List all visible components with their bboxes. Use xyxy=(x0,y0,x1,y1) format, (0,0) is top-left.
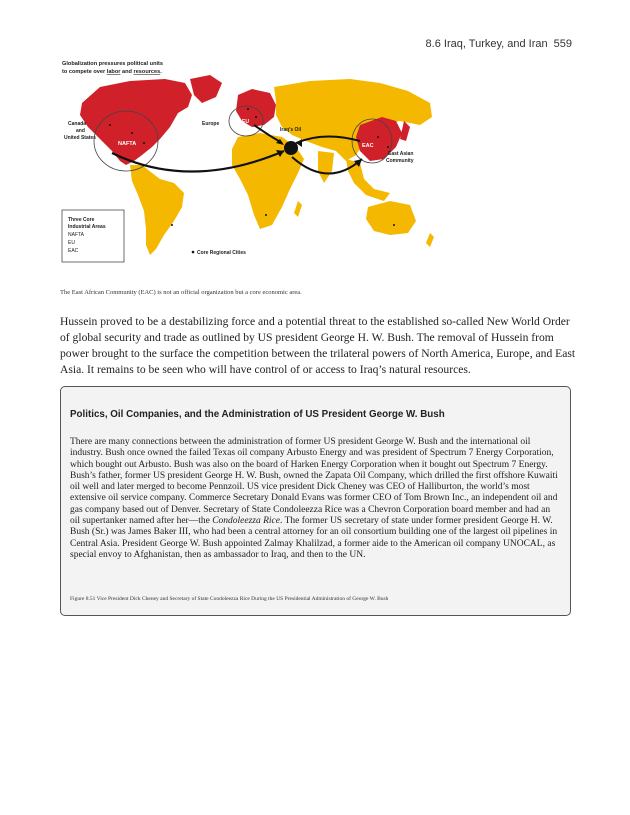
page-number: 559 xyxy=(553,38,572,50)
world-map-figure xyxy=(60,55,460,270)
page-header xyxy=(426,38,572,50)
australia-landmass xyxy=(366,201,416,235)
map-title-line1: Globalization pressures political units xyxy=(62,61,164,67)
north-america-landmass xyxy=(80,79,192,165)
core-cities-label: Core Regional Cities xyxy=(197,250,246,256)
sidebar-figure-caption: Figure 8.51 Vice President Dick Cheney and Secretary of State Condoleezza Rice During the US Presidential Administration of George W. Bush xyxy=(70,596,389,602)
legend-item-nafta: NAFTA xyxy=(68,232,85,238)
figure-caption: The East African Community (EAC) is not an official organization but a core economic area. xyxy=(60,289,302,296)
label-europe: Europe xyxy=(202,121,220,127)
feature-sidebar xyxy=(60,386,571,616)
legend-title-1: Three Core xyxy=(68,217,95,223)
label-and: and xyxy=(76,128,85,134)
label-us: United States xyxy=(64,135,96,141)
sidebar-title: Politics, Oil Companies, and the Administration of US President George W. Bush xyxy=(70,409,445,420)
iraq-oil-marker xyxy=(284,141,298,155)
label-east-asian-2: Community xyxy=(386,158,414,164)
label-nafta: NAFTA xyxy=(118,141,137,147)
label-iraq-oil: Iraq's Oil xyxy=(280,127,302,133)
label-east-asian-1: East Asian xyxy=(388,151,414,157)
madagascar-landmass xyxy=(294,201,302,217)
legend-item-eu: EU xyxy=(68,240,75,246)
india-landmass xyxy=(318,151,334,183)
section-title: 8.6 Iraq, Turkey, and Iran xyxy=(425,38,548,50)
sidebar-body-italic: Condoleezza Rice xyxy=(212,516,280,527)
japan-landmass xyxy=(400,121,410,141)
sidebar-body-part2: . The former US secretary of state under former president George H. W. Bush (Sr.) was James Baker III, who had been a central attorney for an oil consortium building one of the largest oil pipelines in Central Asia. President George W. Bush appointed Zalmay Khalilzad, a former aide to the American oil company UNOCAL, as special envoy to Afghanistan, then as ambassador to Iraq, and then to the UN. xyxy=(70,516,558,560)
sidebar-body-part1: There are many connections between the administration of former US president George W. Bush and the international oil industry. Bush once owned the failed Texas oil company Arbusto Energy and was president of Spectrum 7 Energy Corporation, which bought out Arbusto. Bush was also on the board of Harken Energy Corporation when it bought out Spectrum 7 Energy. Bush’s father, former US president George H. W. Bush, owned the Zapata Oil Company, which drilled the first offshore Kuwaiti oil well and later merged to become Pennzoil. US vice president Dick Cheney was CEO of Halliburton, the world’s most extensive oil service company. Commerce Secretary Donald Evans was former CEO of Tom Brown Inc., an independent oil and gas company based out of Denver. Secretary of State Condoleezza Rice was a Chevron Corporation board member and had an oil supertanker named after her—the xyxy=(70,437,558,527)
legend-title-2: Industrial Areas xyxy=(68,224,106,230)
label-eu: EU xyxy=(242,119,249,125)
legend-item-eac: EAC xyxy=(68,248,79,254)
core-cities-legend-dot xyxy=(192,251,195,254)
map-title-line2: to compete over labor and resources. xyxy=(62,69,162,75)
new-zealand-landmass xyxy=(426,233,434,247)
label-canada: Canada xyxy=(68,121,87,127)
body-paragraph: Hussein proved to be a destabilizing force and a potential threat to the established so-called New World Order of global security and trade as outlined by US president George H. W. Bush. The removal of Hussein from power brought to the surface the competition between the trilateral powers of North America, Europe, and East Asia. It remains to be seen who will have control of or access to Iraq’s natural resources. xyxy=(60,315,576,376)
greenland-landmass xyxy=(190,75,222,103)
sidebar-body xyxy=(70,437,560,561)
label-eac: EAC xyxy=(362,143,374,149)
south-america-landmass xyxy=(130,165,184,255)
world-map xyxy=(60,55,460,270)
